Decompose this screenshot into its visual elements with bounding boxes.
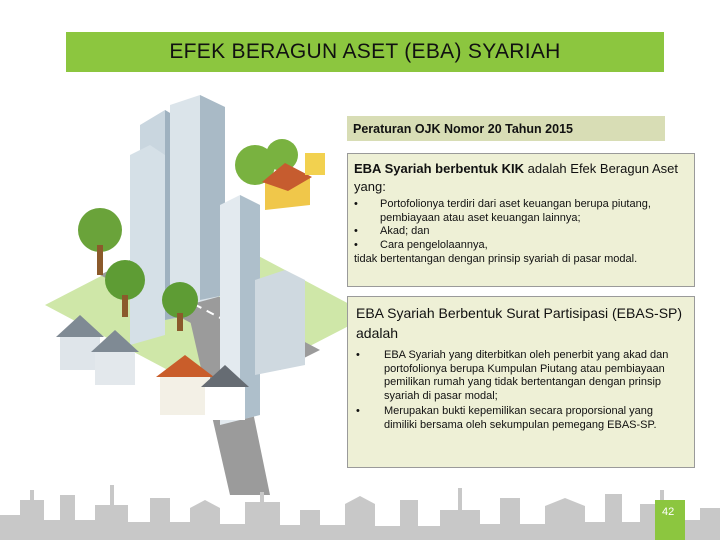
kik-tail-text: tidak bertentangan dengan prinsip syariah di pasar modal. (354, 253, 638, 265)
list-item (354, 239, 688, 253)
kik-bullet-list (354, 198, 688, 252)
kik-bullet-text: Cara pengelolaannya, (380, 238, 488, 251)
kik-bullet-text: Portofolionya terdiri dari aset keuangan berupa piutang, pembiayaan atau aset keuangan lainnya; (380, 198, 651, 224)
sp-definition-box (347, 296, 695, 468)
page-number: 42 (662, 506, 675, 518)
city-illustration (40, 95, 370, 495)
list-item (356, 349, 686, 403)
kik-definition-box (347, 153, 695, 287)
list-item (356, 405, 686, 432)
kik-heading-rest: adalah Efek Beragun Aset yang: (354, 161, 678, 194)
bullet-icon: • (354, 238, 358, 251)
bullet-icon: • (354, 198, 358, 210)
list-item (354, 198, 688, 225)
sp-bullet-list (356, 349, 686, 432)
bullet-icon: • (356, 405, 360, 417)
bullet-icon: • (356, 349, 360, 361)
sp-bullet-text: EBA Syariah yang diterbitkan oleh penerbit yang akad dan portofolionya berupa Kumpulan Piutang atau pembiayaan pemilikan rumah yang tidak bertentangan dengan prinsip syariah di pasar modal; (384, 349, 669, 402)
slide-title-bar (66, 32, 664, 72)
list-item (354, 225, 688, 239)
bullet-icon: • (354, 225, 358, 237)
sp-heading: EBA Syariah Berbentuk Surat Partisipasi (EBAS-SP) adalah (356, 305, 683, 341)
kik-heading-bold: EBA Syariah berbentuk KIK (354, 161, 525, 176)
city-skyline-silhouette (0, 480, 720, 540)
slide-title: EFEK BERAGUN ASET (EBA) SYARIAH (169, 40, 561, 63)
kik-bullet-text: Akad; dan (380, 225, 430, 237)
kik-heading (354, 160, 688, 196)
regulation-label: Peraturan OJK Nomor 20 Tahun 2015 (353, 121, 573, 136)
regulation-label-box (347, 116, 665, 141)
sp-bullet-text: Merupakan bukti kepemilikan secara proporsional yang dimiliki bersama oleh sekumpulan pemegang EBAS-SP. (384, 405, 657, 431)
